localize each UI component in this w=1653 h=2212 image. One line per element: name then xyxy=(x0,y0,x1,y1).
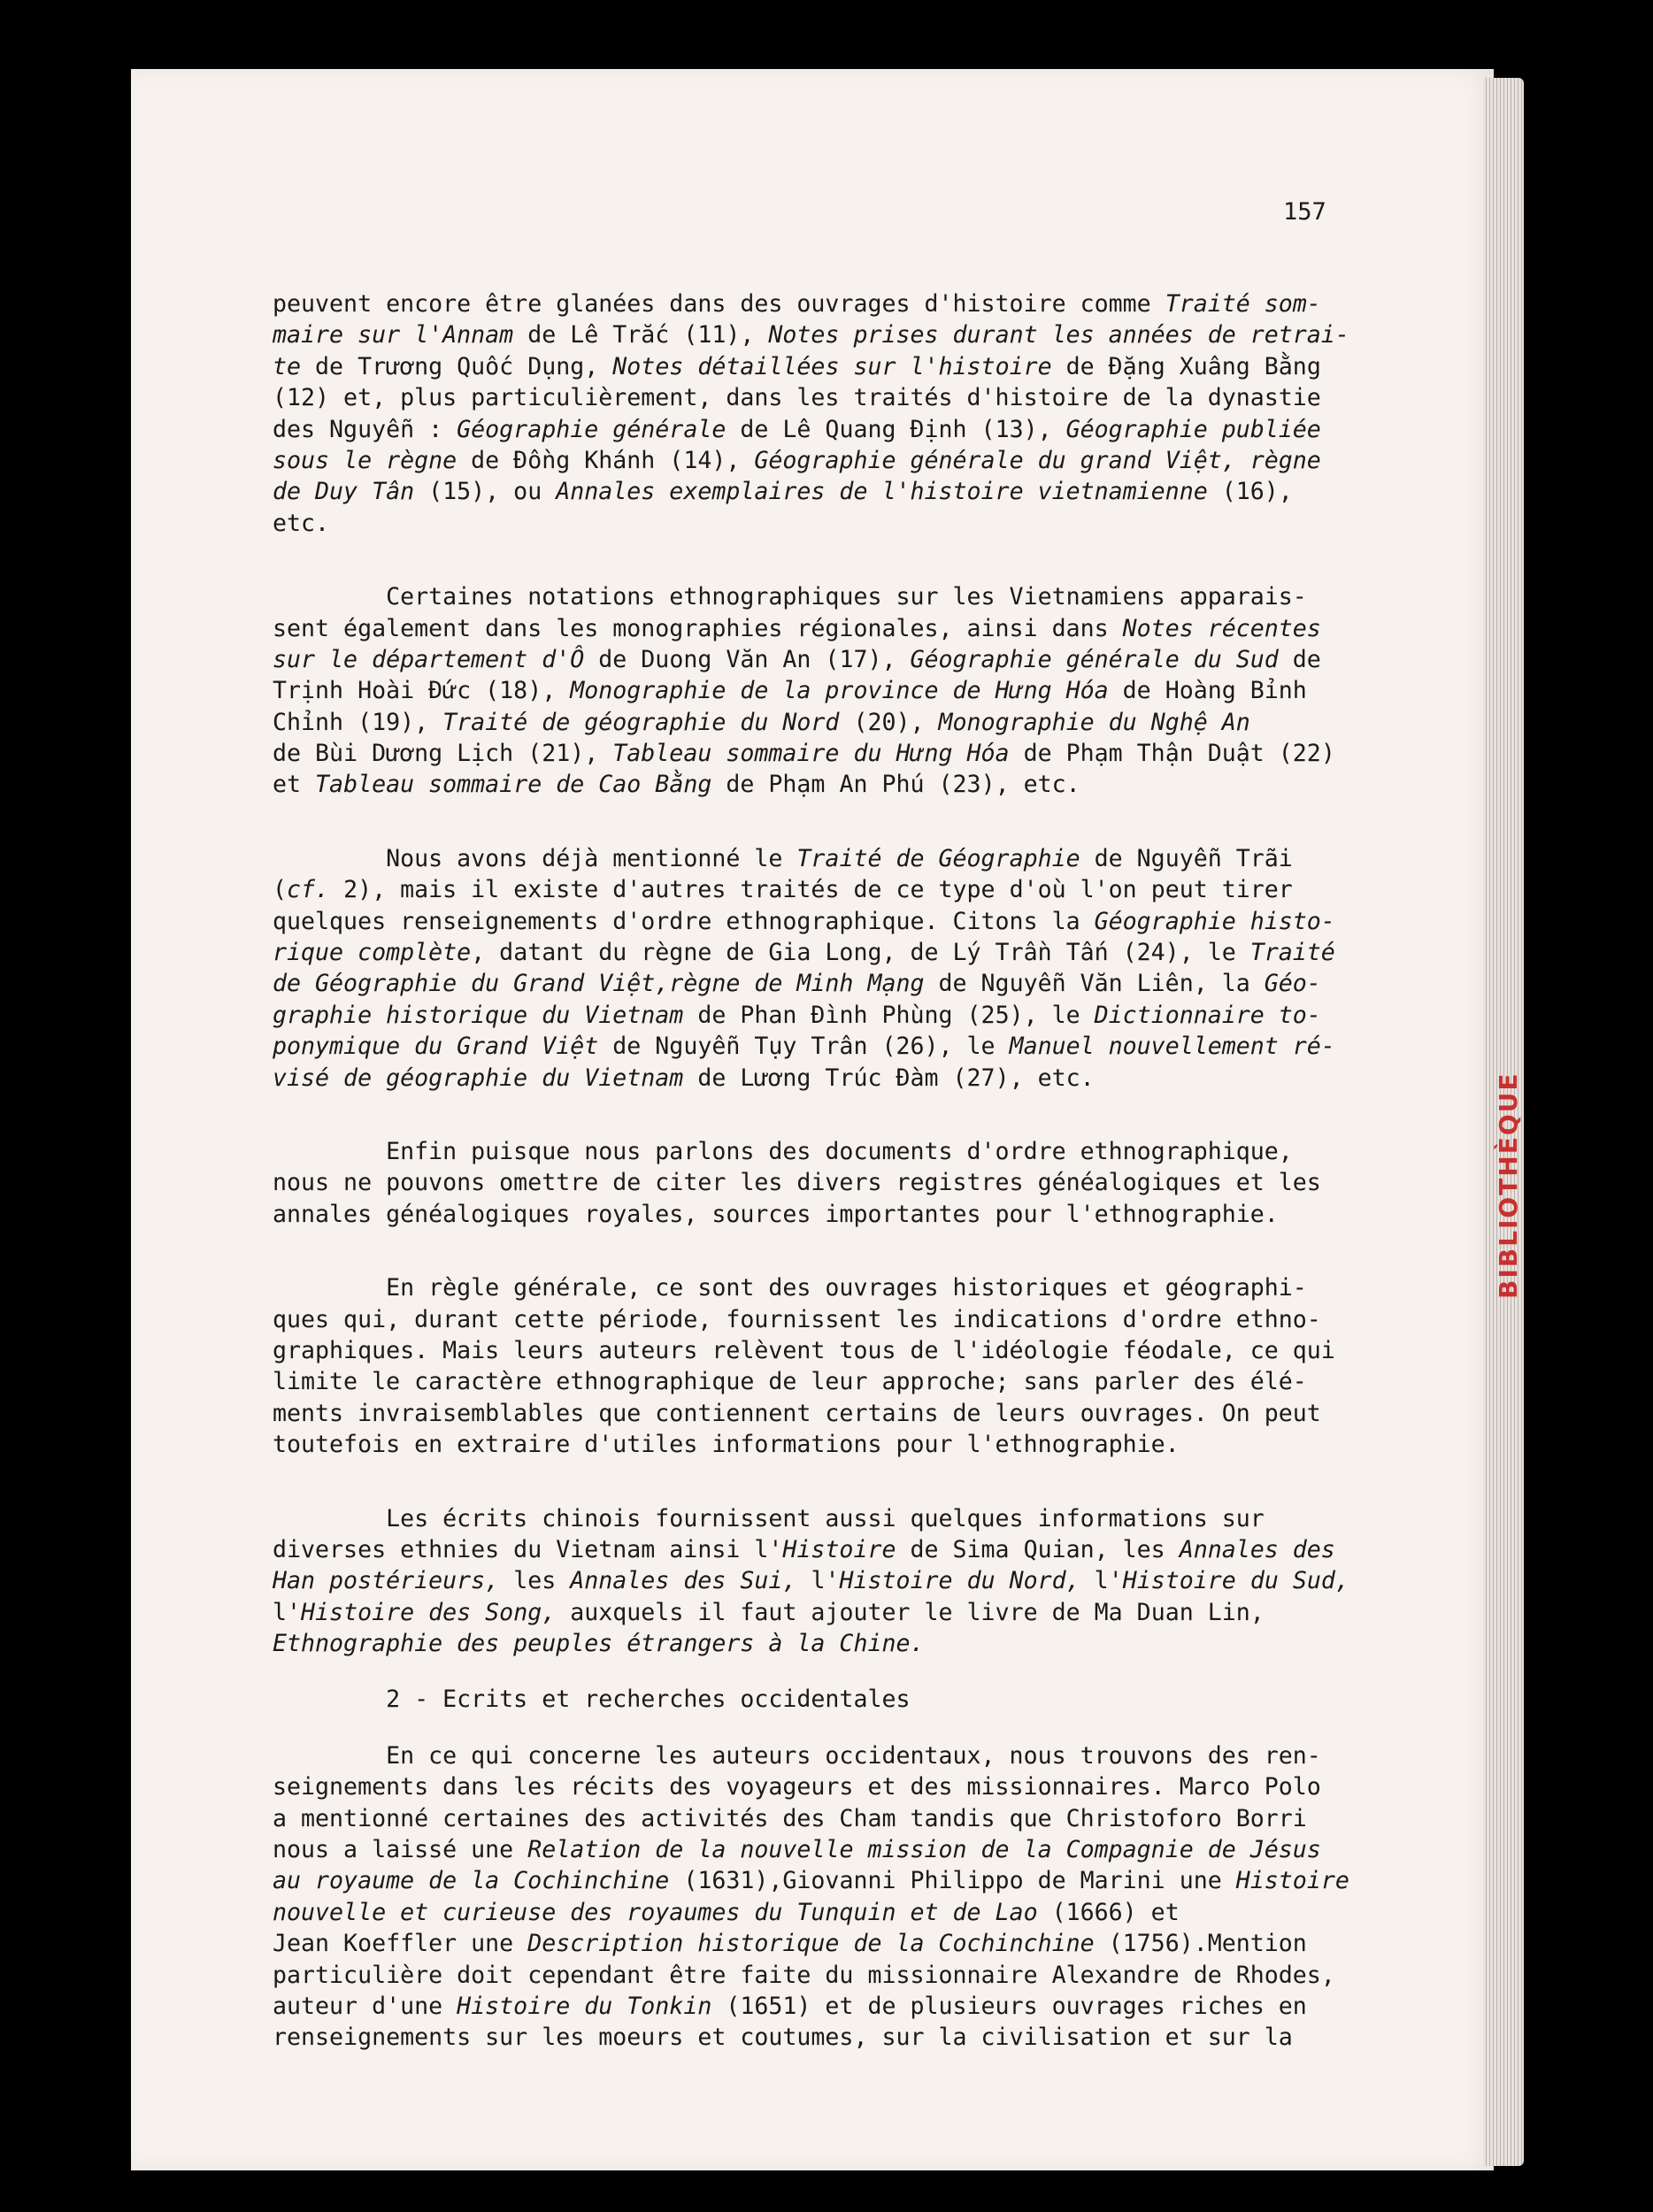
italic-title: Géo- xyxy=(1264,970,1321,998)
text-run: Les écrits chinois fournissent aussi quelques informations sur xyxy=(273,1504,1265,1532)
italic-title: Géographie générale du Sud xyxy=(910,645,1279,673)
paragraph-gap xyxy=(273,539,1423,581)
text-run: (20), xyxy=(839,708,939,736)
paragraph-gap xyxy=(273,1659,1423,1684)
italic-title: Histoire des Song, xyxy=(301,1598,557,1626)
text-run: quelques renseignements d'ordre ethnographique. Citons la xyxy=(273,907,1095,935)
text-line xyxy=(273,581,1423,612)
text-run: (1651) et de plusieurs ouvrages riches en xyxy=(711,1992,1307,2020)
italic-title: Notes récentes xyxy=(1122,614,1321,642)
text-run: 2), mais il existe d'autres traités de ce type d'où l'on peut tirer xyxy=(329,876,1293,904)
text-line xyxy=(273,445,1423,476)
text-line xyxy=(273,1771,1423,1802)
italic-title: Histoire xyxy=(782,1535,896,1563)
italic-title: Relation de la nouvelle mission de la Compagnie de Jésus xyxy=(527,1836,1321,1864)
text-run: Certaines notations ethnographiques sur les Vietnamiens apparais- xyxy=(273,583,1307,611)
text-line xyxy=(273,476,1423,507)
text-line xyxy=(273,288,1423,319)
text-run: En règle générale, ce sont des ouvrages historiques et géographi- xyxy=(273,1274,1307,1302)
page-number: 157 xyxy=(1283,198,1326,226)
text-line xyxy=(273,1000,1423,1031)
text-line xyxy=(273,1199,1423,1230)
text-run: Jean Koeffler une xyxy=(273,1930,528,1958)
text-run: de Đặng Xuâng Bằng xyxy=(1051,352,1321,380)
text-run: (1631),Giovanni Philippo de Marini une xyxy=(669,1867,1236,1895)
text-run: de Phạm An Phú (23), etc. xyxy=(711,771,1080,799)
paragraph xyxy=(273,1503,1423,1660)
text-run: sent également dans les monographies régionales, ainsi dans xyxy=(273,614,1123,642)
text-run: graphiques. Mais leurs auteurs relèvent tous de l'idéologie féodale, ce qui xyxy=(273,1336,1335,1364)
text-line xyxy=(273,707,1423,738)
italic-title: Annales exemplaires de l'histoire vietnamienne xyxy=(556,478,1208,506)
text-line xyxy=(273,319,1423,350)
text-line xyxy=(273,874,1423,905)
text-line xyxy=(273,769,1423,800)
text-run: peuvent encore être glanées dans des ouvrages d'histoire comme xyxy=(273,290,1165,318)
text-run: de Trương Quốc Dụng, xyxy=(301,352,613,380)
body-text xyxy=(273,288,1423,2054)
italic-title: Annales des Sui, xyxy=(570,1567,797,1595)
text-line xyxy=(273,1335,1423,1366)
text-line xyxy=(273,843,1423,874)
italic-title: Notes prises durant les années de retrai- xyxy=(768,321,1349,349)
text-run: a mentionné certaines des activités des Cham tandis que Christoforo Borri xyxy=(273,1804,1307,1832)
paragraph-gap xyxy=(273,1230,1423,1272)
italic-title: Histoire du Sud, xyxy=(1122,1567,1349,1595)
italic-title: cf. xyxy=(287,876,330,904)
paragraph xyxy=(273,288,1423,539)
italic-title: rique complète xyxy=(273,939,472,967)
text-run: , datant du règne de Gia Long, de Lý Trần Tấn (24), le xyxy=(471,939,1250,967)
italic-title: Traité de Géographie xyxy=(796,844,1080,872)
italic-title: Han postérieurs, xyxy=(273,1567,500,1595)
text-run: de Nguyễn Trãi xyxy=(1080,844,1293,872)
section-heading xyxy=(273,1684,1423,1715)
text-run: (12) et, plus particulièrement, dans les traités d'histoire de la dynastie xyxy=(273,384,1321,412)
text-run: de Bùi Dương Lịch (21), xyxy=(273,740,613,768)
italic-title: te xyxy=(273,352,302,380)
text-run: etc. xyxy=(273,509,330,537)
text-run: particulière doit cependant être faite du missionnaire Alexandre de Rhodes, xyxy=(273,1961,1335,1989)
text-run: de Lê Quang Định (13), xyxy=(726,415,1066,443)
text-run: de xyxy=(1278,645,1321,673)
text-run: de Hoàng Bỉnh xyxy=(1108,677,1307,705)
text-line xyxy=(273,613,1423,644)
paragraph xyxy=(273,1272,1423,1460)
paragraph xyxy=(273,581,1423,801)
italic-title: ponymique du Grand Việt xyxy=(273,1033,599,1061)
text-run: l' xyxy=(273,1598,302,1626)
text-run: toutefois en extraire d'utiles informations pour l'ethnographie. xyxy=(273,1431,1180,1459)
text-run: Chỉnh (19), xyxy=(273,708,443,736)
italic-title: Annales des xyxy=(1179,1535,1335,1563)
text-line xyxy=(273,675,1423,706)
text-run: renseignements sur les moeurs et coutumes, sur la civilisation et sur la xyxy=(273,2024,1293,2052)
text-line xyxy=(273,1928,1423,1959)
paragraph xyxy=(273,1136,1423,1230)
italic-title: de Duy Tân xyxy=(273,478,415,506)
text-run: et xyxy=(273,771,316,799)
italic-title: Géographie histo- xyxy=(1094,907,1335,935)
text-line xyxy=(273,1304,1423,1335)
text-line xyxy=(273,1897,1423,1928)
italic-title: nouvelle et curieuse des royaumes du Tunquin et de Lao xyxy=(273,1898,1038,1926)
italic-title: Tableau sommaire de Cao Bằng xyxy=(315,771,712,799)
text-run: de Sima Quian, les xyxy=(896,1535,1180,1563)
text-line xyxy=(273,1740,1423,1771)
text-line xyxy=(273,1565,1423,1596)
text-run: ments invraisemblables que contiennent certains de leurs ouvrages. On peut xyxy=(273,1399,1321,1427)
text-line xyxy=(273,1803,1423,1834)
paragraph xyxy=(273,1740,1423,2054)
text-run: (16), xyxy=(1207,478,1293,506)
text-run: (1756).Mention xyxy=(1094,1930,1307,1958)
text-run: de Duong Văn An (17), xyxy=(584,645,911,673)
italic-title: Monographie de la province de Hưng Hóa xyxy=(570,677,1109,705)
italic-title: Tableau sommaire du Hưng Hóa xyxy=(612,740,1010,768)
text-line xyxy=(273,1031,1423,1062)
text-line xyxy=(273,2022,1423,2053)
paragraph-gap xyxy=(273,1461,1423,1503)
text-line xyxy=(273,1366,1423,1397)
italic-title: Histoire du Nord, xyxy=(839,1567,1080,1595)
italic-title: Traité de géographie du Nord xyxy=(442,708,840,736)
text-run: Nous avons déjà mentionné le xyxy=(273,844,797,872)
italic-title: Ethnographie des peuples étrangers à la Chine. xyxy=(273,1630,925,1658)
text-line xyxy=(273,508,1423,539)
text-line xyxy=(273,382,1423,413)
italic-title: sous le règne xyxy=(273,446,457,474)
library-stamp: BIBLIOTHÈQUE xyxy=(1494,1071,1523,1300)
text-line xyxy=(273,1960,1423,1991)
text-run: de Lương Trúc Đàm (27), etc. xyxy=(683,1064,1095,1092)
italic-title: Histoire xyxy=(1235,1867,1349,1895)
text-run: de Phan Đình Phùng (25), le xyxy=(683,1001,1095,1029)
text-run: (15), ou xyxy=(414,478,557,506)
text-run: nous ne pouvons omettre de citer les divers registres généalogiques et les xyxy=(273,1169,1321,1197)
text-run: de Đồng Khánh (14), xyxy=(457,446,755,474)
text-run: Trịnh Hoài Đức (18), xyxy=(273,677,571,705)
italic-title: Traité som- xyxy=(1165,290,1321,318)
text-run: diverses ethnies du Vietnam ainsi l' xyxy=(273,1535,783,1563)
italic-title: graphie historique du Vietnam xyxy=(273,1001,684,1029)
text-line xyxy=(273,1167,1423,1198)
italic-title: visé de géographie du Vietnam xyxy=(273,1064,684,1092)
italic-title: au royaume de la Cochinchine xyxy=(273,1867,670,1895)
text-line xyxy=(273,644,1423,675)
italic-title: de Géographie du Grand Việt,règne de Minh Mạng xyxy=(273,970,925,998)
italic-title: Manuel nouvellement ré- xyxy=(1009,1033,1335,1061)
text-run: nous a laissé une xyxy=(273,1836,528,1864)
text-run: (1666) et xyxy=(1037,1898,1180,1926)
text-run: limite le caractère ethnographique de leur approche; sans parler des élé- xyxy=(273,1368,1307,1396)
text-line xyxy=(273,1991,1423,2022)
text-line xyxy=(273,1834,1423,1865)
text-run: seignements dans les récits des voyageurs et des missionnaires. Marco Polo xyxy=(273,1773,1321,1801)
text-line xyxy=(273,1136,1423,1167)
italic-title: sur le département d'Ô xyxy=(273,645,585,673)
paragraph xyxy=(273,843,1423,1094)
text-run: de Phạm Thận Duật (22) xyxy=(1009,740,1335,768)
text-line xyxy=(273,906,1423,937)
text-run: l' xyxy=(1080,1567,1123,1595)
italic-title: Géographie générale xyxy=(457,415,727,443)
text-line xyxy=(273,1398,1423,1429)
italic-title: Géographie générale du grand Việt, règne xyxy=(754,446,1321,474)
text-run: En ce qui concerne les auteurs occidentaux, nous trouvons des ren- xyxy=(273,1741,1321,1770)
text-run: les xyxy=(499,1567,571,1595)
text-line xyxy=(273,1272,1423,1303)
text-line xyxy=(273,414,1423,445)
italic-title: Monographie du Nghệ An xyxy=(938,708,1250,736)
italic-title: Traité xyxy=(1249,939,1335,967)
text-line xyxy=(273,1534,1423,1565)
text-run: auteur d'une xyxy=(273,1992,457,2020)
text-line xyxy=(273,1597,1423,1628)
text-run: annales généalogiques royales, sources importantes pour l'ethnographie. xyxy=(273,1200,1279,1228)
text-run: ( xyxy=(273,876,288,904)
paragraph-gap xyxy=(273,1716,1423,1740)
italic-title: Géographie publiée xyxy=(1065,415,1321,443)
text-line xyxy=(273,1429,1423,1460)
italic-title: Notes détaillées sur l'histoire xyxy=(612,352,1052,380)
text-line xyxy=(273,738,1423,769)
text-run: Enfin puisque nous parlons des documents d'ordre ethnographique, xyxy=(273,1137,1293,1165)
italic-title: maire sur l'Annam xyxy=(273,321,514,349)
text-run: l' xyxy=(796,1567,840,1595)
text-line xyxy=(273,1628,1423,1659)
text-run: auxquels il faut ajouter le livre de Ma Duan Lin, xyxy=(556,1598,1265,1626)
text-line xyxy=(273,1684,1423,1715)
text-line xyxy=(273,937,1423,968)
text-line xyxy=(273,1503,1423,1534)
text-run: des Nguyễn : xyxy=(273,415,457,443)
text-run: de Lê Trắc (11), xyxy=(513,321,769,349)
paragraph-gap xyxy=(273,801,1423,843)
italic-title: Dictionnaire to- xyxy=(1094,1001,1321,1029)
text-line xyxy=(273,968,1423,999)
text-run: ques qui, durant cette période, fournissent les indications d'ordre ethno- xyxy=(273,1305,1321,1333)
text-line xyxy=(273,1865,1423,1896)
text-run: 2 - Ecrits et recherches occidentales xyxy=(273,1686,911,1714)
text-run: de Nguyễn Tụy Trân (26), le xyxy=(598,1033,1010,1061)
text-line xyxy=(273,1063,1423,1094)
italic-title: Histoire du Tonkin xyxy=(457,1992,712,2020)
paragraph-gap xyxy=(273,1094,1423,1136)
text-line xyxy=(273,351,1423,382)
italic-title: Description historique de la Cochinchine xyxy=(527,1930,1095,1958)
text-run: de Nguyễn Văn Liên, la xyxy=(924,970,1265,998)
